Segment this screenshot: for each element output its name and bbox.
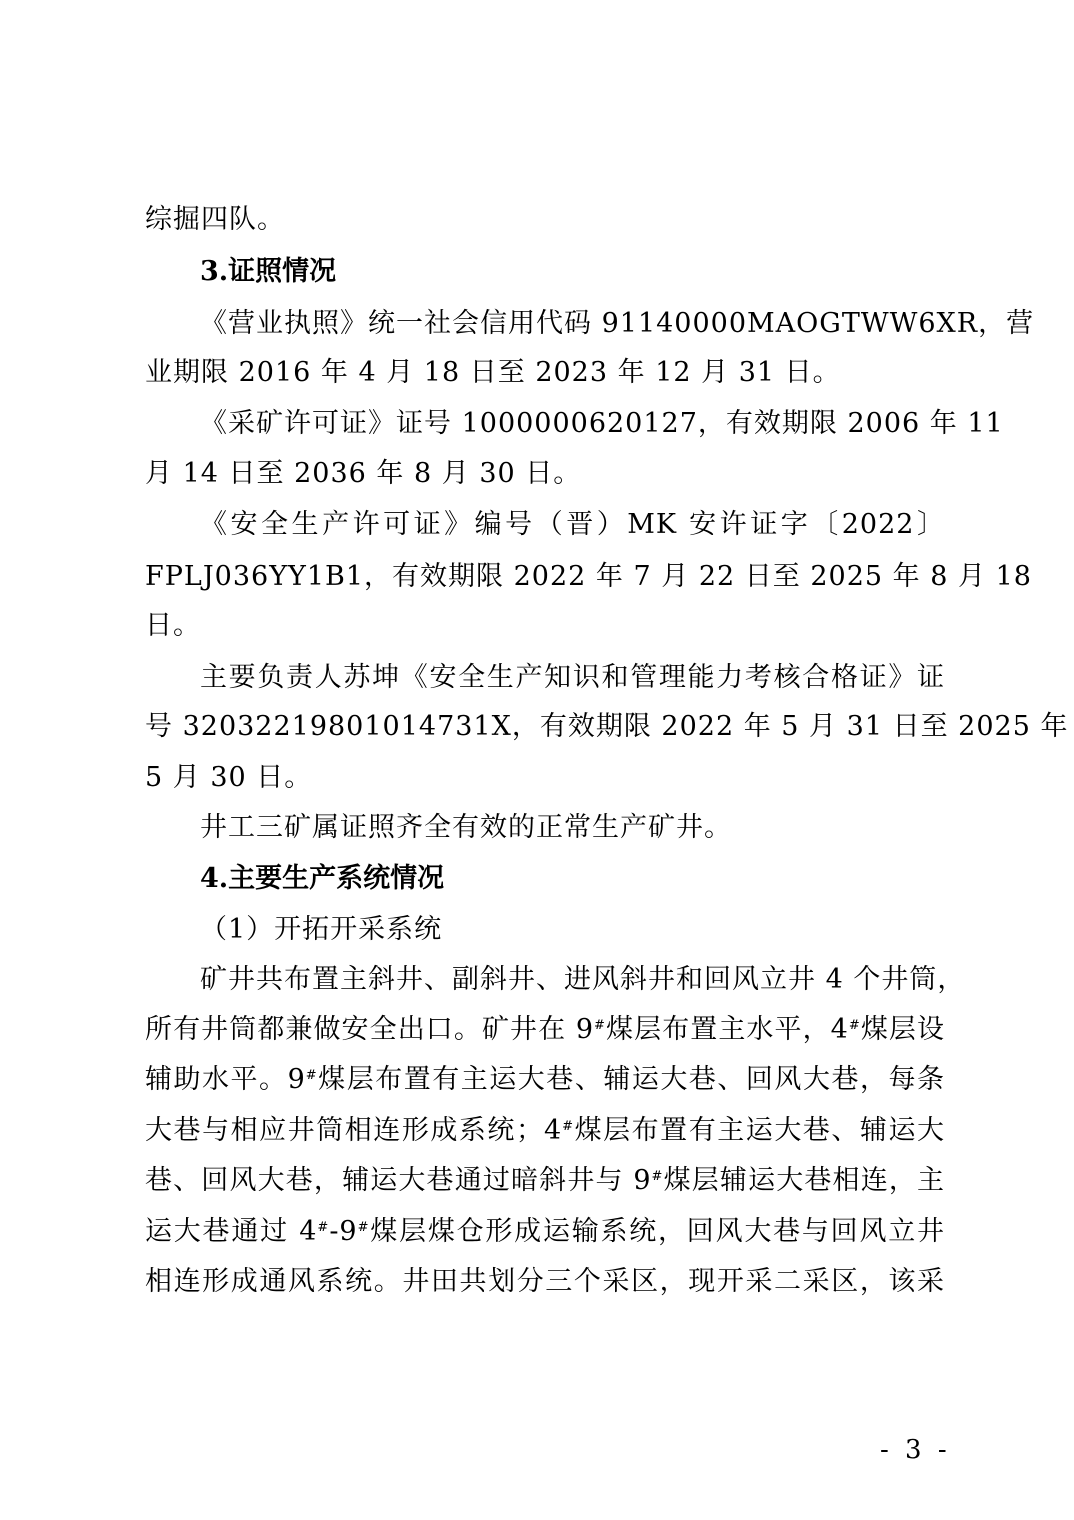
paragraph-line: 综掘四队。 — [145, 204, 285, 235]
seam-marker: # — [305, 1068, 318, 1083]
page-number: - 3 - — [880, 1435, 951, 1465]
paragraph-line: 业期限 2016 年 4 月 18 日至 2023 年 12 月 31 日。 — [145, 357, 841, 388]
paragraph-line: 《安全生产许可证》编号（晋）MK 安许证字〔2022〕 — [200, 509, 945, 540]
seam-marker: # — [562, 1119, 575, 1134]
paragraph-line: 大巷与相应井筒相连形成系统；4#煤层布置有主运大巷、辅运大 — [145, 1115, 945, 1146]
paragraph-line: 运大巷通过 4#-9#煤层煤仓形成运输系统，回风大巷与回风立井 — [145, 1216, 945, 1247]
seam-marker: # — [594, 1018, 606, 1033]
paragraph-line: 《营业执照》统一社会信用代码 91140000MAOGTWW6XR，营 — [200, 308, 1035, 339]
paragraph-line: 主要负责人苏坤《安全生产知识和管理能力考核合格证》证 — [200, 662, 945, 693]
paragraph-line: FPLJ036YY1B1，有效期限 2022 年 7 月 22 日至 2025 年 8 月 18 — [145, 561, 1032, 592]
paragraph-line: 《采矿许可证》证号 1000000620127，有效期限 2006 年 11 — [200, 408, 1004, 439]
seam-marker: # — [848, 1018, 861, 1033]
paragraph-line: 辅助水平。9#煤层布置有主运大巷、辅运大巷、回风大巷，每条 — [145, 1064, 946, 1095]
seam-marker: # — [651, 1169, 664, 1184]
paragraph-line: 矿井共布置主斜井、副斜井、进风斜井和回风立井 4 个井筒， — [200, 964, 966, 995]
paragraph-line: 所有井筒都兼做安全出口。矿井在 9#煤层布置主水平，4#煤层设 — [145, 1014, 946, 1045]
paragraph-line: 日。 — [145, 610, 201, 641]
paragraph-line: 5 月 30 日。 — [145, 762, 313, 793]
paragraph-line: 月 14 日至 2036 年 8 月 30 日。 — [145, 458, 582, 489]
subsection-heading: （1）开拓开采系统 — [200, 914, 443, 945]
paragraph-line: 相连形成通风系统。井田共划分三个采区，现开采二采区，该采 — [145, 1266, 945, 1297]
section-heading: 3.证照情况 — [200, 256, 337, 287]
paragraph-line: 巷、回风大巷，辅运大巷通过暗斜井与 9#煤层辅运大巷相连，主 — [145, 1165, 945, 1196]
paragraph-line: 号 32032219801014731X，有效期限 2022 年 5 月 31 日至 2025 年 — [145, 711, 1069, 742]
section-heading: 4.主要生产系统情况 — [200, 863, 445, 894]
seam-marker: # — [357, 1220, 370, 1235]
paragraph-line: 井工三矿属证照齐全有效的正常生产矿井。 — [200, 812, 732, 843]
seam-marker: # — [317, 1220, 330, 1235]
